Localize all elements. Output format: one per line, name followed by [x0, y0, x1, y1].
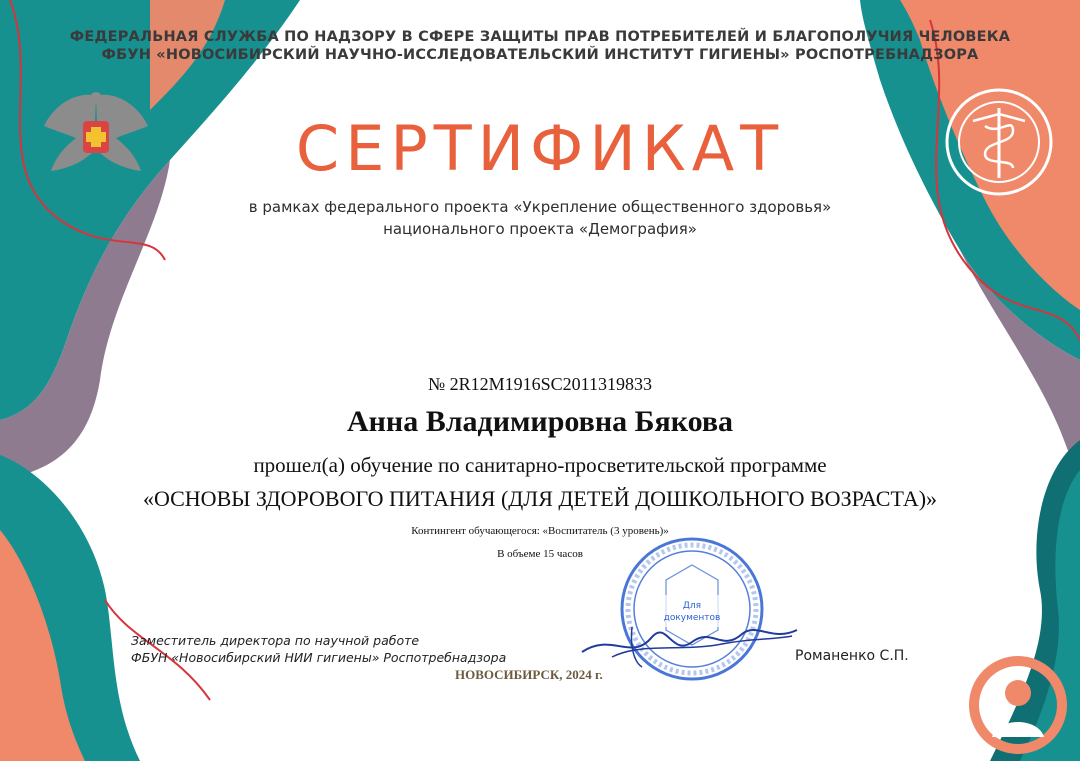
certificate-number: № 2R12M1916SC2011319833 [427, 374, 653, 394]
header-line-2: ФБУН «НОВОСИБИРСКИЙ НАУЧНО-ИССЛЕДОВАТЕЛЬСКИЙ ИНСТИТУТ ГИГИЕНЫ» РОСПОТРЕБНАДЗОРА [101, 47, 979, 63]
header-line-1: ФЕДЕРАЛЬНАЯ СЛУЖБА ПО НАДЗОРУ В СФЕРЕ ЗАЩИТЫ ПРАВ ПОТРЕБИТЕЛЕЙ И БЛАГОПОЛУЧИЯ ЧЕЛОВЕКА [69, 29, 1011, 45]
person-logo [968, 655, 1068, 755]
program-title: «ОСНОВЫ ЗДОРОВОГО ПИТАНИЯ (ДЛЯ ДЕТЕЙ ДОШКОЛЬНОГО ВОЗРАСТА)» [142, 486, 938, 511]
subtitle-line-1: в рамках федерального проекта «Укрепление общественного здоровья» [248, 198, 832, 216]
handwritten-signature [572, 612, 802, 672]
signatory-position [131, 632, 506, 666]
subtitle [0, 196, 1080, 240]
certificate-title: СЕРТИФИКАТ [295, 112, 785, 185]
header [0, 28, 1080, 64]
signatory-position-line-1: Заместитель директора по научной работе [131, 633, 420, 648]
signer-name: Романенко С.П. [795, 648, 909, 664]
stamp-text-2: документов [663, 613, 721, 623]
subtitle-line-2: национального проекта «Демография» [383, 220, 697, 238]
recipient-name: Анна Владимировна Бякова [346, 405, 734, 438]
city-year: НОВОСИБИРСК, 2024 г. [455, 667, 603, 682]
volume-text: В объеме 15 часов [497, 548, 583, 560]
signatory-position-line-2: ФБУН «Новосибирский НИИ гигиены» Роспотребнадзора [131, 650, 507, 665]
contingent-text: Контингент обучающегося: «Воспитатель (3 уровень)» [411, 525, 669, 537]
completion-statement: прошел(а) обучение по санитарно-просветительской программе [253, 453, 827, 477]
stamp-text-1: Для [682, 601, 702, 611]
